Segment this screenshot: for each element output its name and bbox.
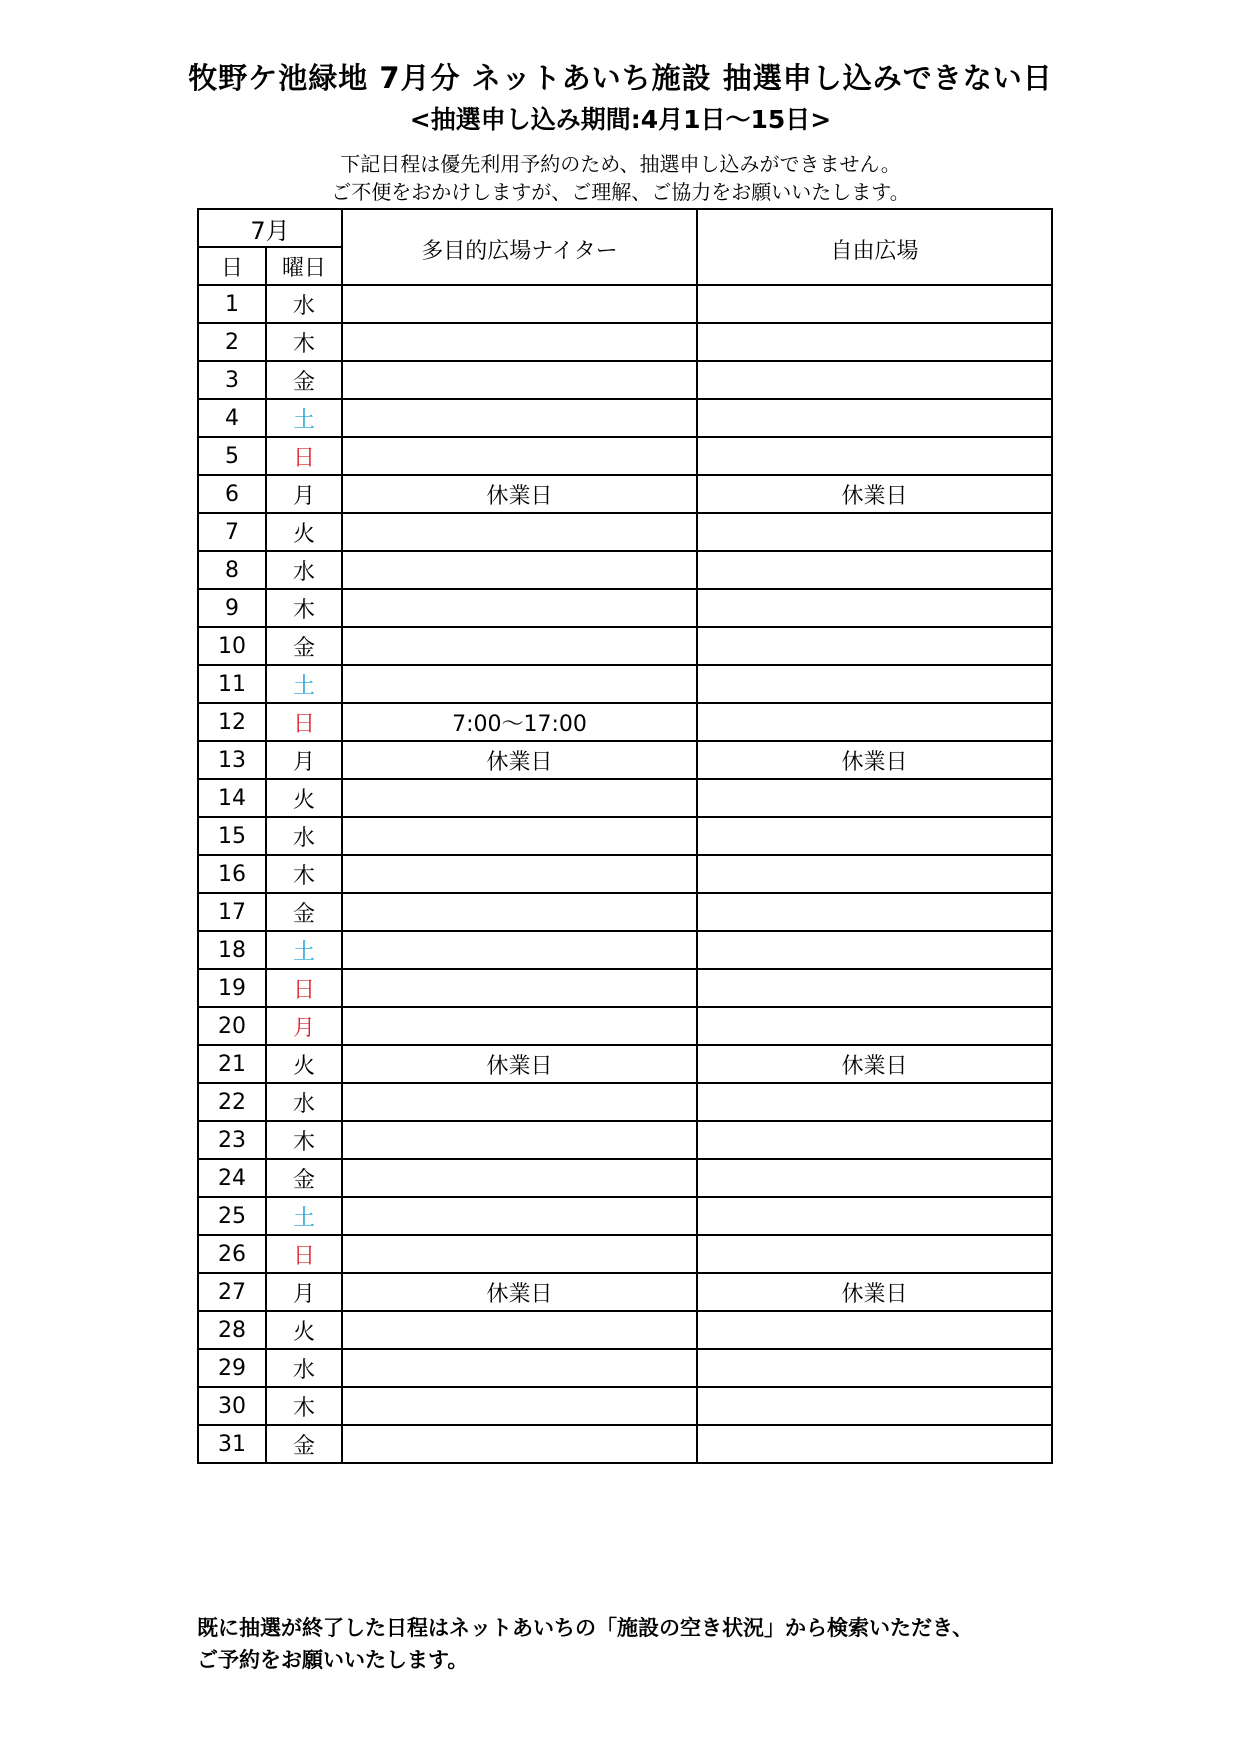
weekday-cell: 木: [266, 589, 342, 627]
day-cell: 31: [198, 1425, 266, 1463]
table-row: [198, 1083, 1052, 1121]
night-field-cell: [342, 665, 697, 703]
weekday-cell: 日: [266, 969, 342, 1007]
free-field-cell: [697, 323, 1052, 361]
notice-line-1: 下記日程は優先利用予約のため、抽選申し込みができません。: [340, 152, 901, 176]
table-row: [198, 1159, 1052, 1197]
weekday-cell: 火: [266, 779, 342, 817]
free-field-cell: [697, 1311, 1052, 1349]
table-row: [198, 703, 1052, 741]
day-cell: 16: [198, 855, 266, 893]
table-row: [198, 969, 1052, 1007]
weekday-cell: 日: [266, 1235, 342, 1273]
night-field-cell: 休業日: [342, 1045, 697, 1083]
night-field-cell: [342, 361, 697, 399]
facility-header-free-field: 自由広場: [697, 209, 1052, 285]
night-field-cell: [342, 323, 697, 361]
weekday-cell: 金: [266, 1159, 342, 1197]
free-field-cell: [697, 589, 1052, 627]
free-field-cell: [697, 361, 1052, 399]
day-cell: 10: [198, 627, 266, 665]
table-row: [198, 551, 1052, 589]
free-field-cell: [697, 855, 1052, 893]
night-field-cell: [342, 285, 697, 323]
table-row: [198, 1007, 1052, 1045]
day-cell: 24: [198, 1159, 266, 1197]
table-row: [198, 361, 1052, 399]
table-row: [198, 665, 1052, 703]
table-row: [198, 1121, 1052, 1159]
weekday-cell: 水: [266, 1083, 342, 1121]
document-title: 牧野ケ池緑地 7月分 ネットあいち施設 抽選申し込みできない日: [188, 61, 1053, 95]
table-row: [198, 855, 1052, 893]
free-field-cell: [697, 437, 1052, 475]
day-cell: 22: [198, 1083, 266, 1121]
weekday-header: 曜日: [266, 247, 342, 285]
day-cell: 17: [198, 893, 266, 931]
weekday-cell: 水: [266, 817, 342, 855]
night-field-cell: [342, 1159, 697, 1197]
weekday-cell: 日: [266, 437, 342, 475]
night-field-cell: [342, 1083, 697, 1121]
night-field-cell: [342, 817, 697, 855]
table-row: [198, 437, 1052, 475]
night-field-cell: [342, 437, 697, 475]
night-field-cell: [342, 1197, 697, 1235]
free-field-cell: 休業日: [697, 741, 1052, 779]
day-cell: 18: [198, 931, 266, 969]
table-row: [198, 1197, 1052, 1235]
free-field-cell: [697, 665, 1052, 703]
night-field-cell: 休業日: [342, 741, 697, 779]
day-cell: 28: [198, 1311, 266, 1349]
night-field-cell: 休業日: [342, 1273, 697, 1311]
night-field-cell: 休業日: [342, 475, 697, 513]
night-field-cell: [342, 551, 697, 589]
day-cell: 2: [198, 323, 266, 361]
free-field-cell: 休業日: [697, 1273, 1052, 1311]
weekday-cell: 日: [266, 703, 342, 741]
day-cell: 21: [198, 1045, 266, 1083]
footer-note: [197, 1612, 1077, 1676]
free-field-cell: [697, 513, 1052, 551]
day-cell: 7: [198, 513, 266, 551]
night-field-cell: [342, 627, 697, 665]
table-row: [198, 285, 1052, 323]
night-field-cell: [342, 855, 697, 893]
day-cell: 14: [198, 779, 266, 817]
weekday-cell: 木: [266, 855, 342, 893]
table-row: [198, 513, 1052, 551]
table-row: [198, 893, 1052, 931]
night-field-cell: [342, 589, 697, 627]
weekday-cell: 月: [266, 741, 342, 779]
weekday-cell: 月: [266, 1273, 342, 1311]
weekday-cell: 土: [266, 1197, 342, 1235]
free-field-cell: [697, 893, 1052, 931]
day-cell: 20: [198, 1007, 266, 1045]
table-row: [198, 1311, 1052, 1349]
day-cell: 8: [198, 551, 266, 589]
table-row: [198, 931, 1052, 969]
night-field-cell: [342, 1425, 697, 1463]
night-field-cell: [342, 931, 697, 969]
day-cell: 26: [198, 1235, 266, 1273]
weekday-cell: 土: [266, 665, 342, 703]
free-field-cell: 休業日: [697, 475, 1052, 513]
free-field-cell: [697, 1425, 1052, 1463]
table-row: [198, 475, 1052, 513]
day-cell: 13: [198, 741, 266, 779]
weekday-cell: 土: [266, 931, 342, 969]
weekday-cell: 水: [266, 1349, 342, 1387]
facility-header-night-field: 多目的広場ナイター: [342, 209, 697, 285]
night-field-cell: [342, 969, 697, 1007]
day-cell: 23: [198, 1121, 266, 1159]
night-field-cell: [342, 1007, 697, 1045]
free-field-cell: [697, 703, 1052, 741]
free-field-cell: [697, 969, 1052, 1007]
table-row: [198, 1273, 1052, 1311]
free-field-cell: [697, 1235, 1052, 1273]
free-field-cell: [697, 399, 1052, 437]
weekday-cell: 金: [266, 893, 342, 931]
free-field-cell: [697, 1349, 1052, 1387]
footer-line-1: 既に抽選が終了した日程はネットあいちの「施設の空き状況」から検索いただき、: [197, 1616, 974, 1640]
free-field-cell: [697, 1007, 1052, 1045]
table-row: [198, 399, 1052, 437]
weekday-cell: 月: [266, 1007, 342, 1045]
night-field-cell: [342, 1235, 697, 1273]
day-cell: 30: [198, 1387, 266, 1425]
free-field-cell: [697, 779, 1052, 817]
weekday-cell: 金: [266, 361, 342, 399]
table-row: [198, 323, 1052, 361]
day-cell: 4: [198, 399, 266, 437]
free-field-cell: [697, 931, 1052, 969]
weekday-cell: 金: [266, 1425, 342, 1463]
free-field-cell: [697, 1083, 1052, 1121]
day-cell: 9: [198, 589, 266, 627]
night-field-cell: [342, 1349, 697, 1387]
table-row: [198, 1235, 1052, 1273]
table-row: [198, 589, 1052, 627]
day-cell: 27: [198, 1273, 266, 1311]
free-field-cell: [697, 1121, 1052, 1159]
table-row: [198, 1387, 1052, 1425]
weekday-cell: 土: [266, 399, 342, 437]
free-field-cell: [697, 551, 1052, 589]
table-row: [198, 1425, 1052, 1463]
schedule-body: [198, 285, 1052, 1463]
free-field-cell: [697, 817, 1052, 855]
schedule-table: [197, 208, 1053, 1464]
weekday-cell: 水: [266, 285, 342, 323]
free-field-cell: [697, 1159, 1052, 1197]
day-header: 日: [198, 247, 266, 285]
footer-line-2: ご予約をお願いいたします。: [197, 1648, 469, 1672]
night-field-cell: [342, 1121, 697, 1159]
day-cell: 15: [198, 817, 266, 855]
weekday-cell: 火: [266, 1311, 342, 1349]
day-cell: 12: [198, 703, 266, 741]
night-field-cell: [342, 1311, 697, 1349]
weekday-cell: 火: [266, 513, 342, 551]
table-row: [198, 779, 1052, 817]
weekday-cell: 水: [266, 551, 342, 589]
day-cell: 3: [198, 361, 266, 399]
night-field-cell: [342, 893, 697, 931]
night-field-cell: [342, 779, 697, 817]
table-row: [198, 1349, 1052, 1387]
table-row: [198, 627, 1052, 665]
day-cell: 25: [198, 1197, 266, 1235]
weekday-cell: 木: [266, 1121, 342, 1159]
table-row: [198, 1045, 1052, 1083]
weekday-cell: 金: [266, 627, 342, 665]
free-field-cell: [697, 627, 1052, 665]
free-field-cell: [697, 1387, 1052, 1425]
night-field-cell: [342, 1387, 697, 1425]
table-row: [198, 817, 1052, 855]
month-header: 7月: [198, 209, 342, 247]
day-cell: 29: [198, 1349, 266, 1387]
day-cell: 6: [198, 475, 266, 513]
table-row: [198, 741, 1052, 779]
day-cell: 19: [198, 969, 266, 1007]
weekday-cell: 月: [266, 475, 342, 513]
notice-line-2: ご不便をおかけしますが、ご理解、ご協力をお願いいたします。: [331, 180, 910, 204]
application-period: <抽選申し込み期間:4月1日～15日>: [409, 105, 832, 134]
day-cell: 1: [198, 285, 266, 323]
free-field-cell: [697, 285, 1052, 323]
weekday-cell: 火: [266, 1045, 342, 1083]
night-field-cell: [342, 513, 697, 551]
free-field-cell: 休業日: [697, 1045, 1052, 1083]
day-cell: 5: [198, 437, 266, 475]
night-field-cell: 7:00～17:00: [342, 703, 697, 741]
weekday-cell: 木: [266, 323, 342, 361]
free-field-cell: [697, 1197, 1052, 1235]
night-field-cell: [342, 399, 697, 437]
table-header-row: [198, 209, 1052, 247]
day-cell: 11: [198, 665, 266, 703]
weekday-cell: 木: [266, 1387, 342, 1425]
